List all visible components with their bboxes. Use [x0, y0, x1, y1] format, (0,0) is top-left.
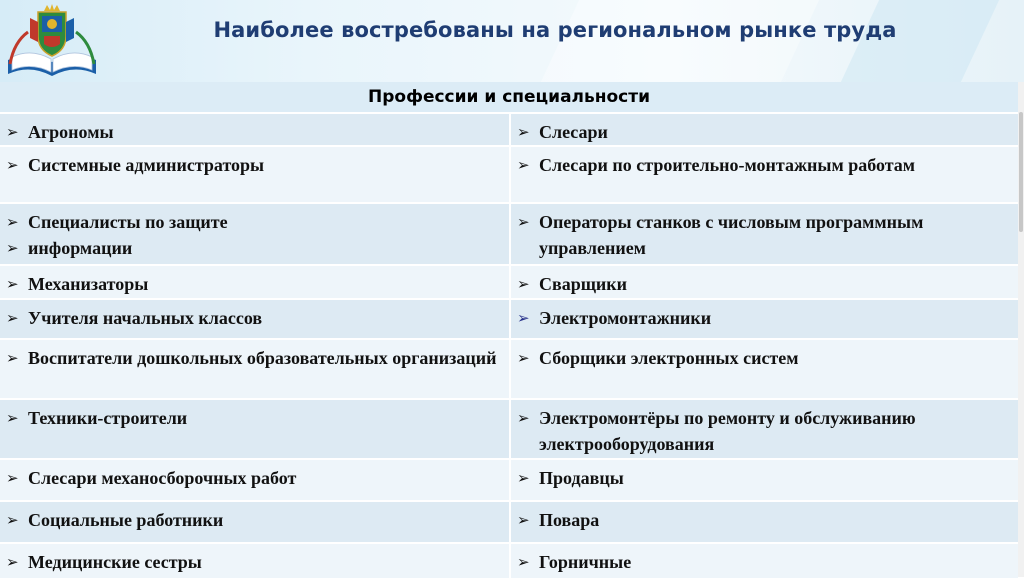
arrowhead-bullet-icon: ➢: [6, 156, 19, 174]
professions-table: [0, 82, 1018, 580]
table-cell-right: [510, 501, 1018, 543]
arrowhead-bullet-icon: ➢: [517, 123, 530, 141]
table-row: [0, 146, 1018, 203]
table-cell-left: [0, 501, 510, 543]
list-item: [6, 465, 505, 491]
list-item: [517, 119, 1014, 145]
arrowhead-bullet-icon: ➢: [517, 275, 530, 293]
profession-label: информации: [28, 238, 133, 258]
arrowhead-bullet-icon: ➢: [6, 553, 19, 571]
profession-label: Электромонтёры по ремонту и обслуживанию электрооборудования: [539, 408, 916, 454]
arrowhead-bullet-icon: ➢: [6, 469, 19, 487]
table-row: [0, 113, 1018, 146]
arrowhead-bullet-icon: ➢: [517, 409, 530, 427]
profession-label: Учителя начальных классов: [28, 308, 263, 328]
table-row: [0, 459, 1018, 501]
coat-of-arms-book-icon: [4, 2, 100, 80]
table-cell-left: [0, 543, 510, 579]
list-item: [517, 345, 1014, 371]
table-row: [0, 339, 1018, 399]
profession-label: Горничные: [539, 552, 632, 572]
table-cell-left: [0, 299, 510, 339]
table-cell-right: [510, 265, 1018, 299]
profession-label: Продавцы: [539, 468, 624, 488]
arrowhead-bullet-icon: ➢: [517, 553, 530, 571]
profession-label: Слесари механосборочных работ: [28, 468, 297, 488]
table-cell-left: [0, 203, 510, 265]
profession-label: Социальные работники: [28, 510, 224, 530]
arrowhead-bullet-icon: ➢: [517, 309, 530, 327]
arrowhead-bullet-icon: ➢: [517, 349, 530, 367]
profession-label: Воспитатели дошкольных образовательных организаций: [28, 348, 497, 368]
table-row: [0, 399, 1018, 459]
scrollbar-thumb[interactable]: [1019, 112, 1023, 232]
table-cell-right: [510, 146, 1018, 203]
profession-label: Механизаторы: [28, 274, 149, 294]
arrowhead-bullet-icon: ➢: [517, 156, 530, 174]
table-cell-right: [510, 339, 1018, 399]
table-cell-left: [0, 265, 510, 299]
profession-label: Операторы станков с числовым программным управлением: [539, 212, 924, 258]
list-item: [517, 152, 1014, 178]
table-cell-left: [0, 339, 510, 399]
profession-label: Сварщики: [539, 274, 628, 294]
table-row: [0, 501, 1018, 543]
arrowhead-bullet-icon: ➢: [517, 511, 530, 529]
arrowhead-bullet-icon: ➢: [517, 213, 530, 231]
arrowhead-bullet-icon: ➢: [517, 469, 530, 487]
profession-label: Слесари по строительно-монтажным работам: [539, 155, 916, 175]
table-heading: Профессии и специальности: [0, 82, 1018, 113]
table-cell-left: [0, 113, 510, 146]
list-item: [6, 209, 505, 235]
table-row: [0, 203, 1018, 265]
list-item: [6, 235, 505, 261]
table-row: [0, 543, 1018, 579]
arrowhead-bullet-icon: ➢: [6, 309, 19, 327]
arrowhead-bullet-icon: ➢: [6, 239, 19, 257]
profession-label: Агрономы: [28, 122, 114, 142]
list-item: [6, 549, 505, 575]
list-item: [6, 271, 505, 297]
profession-label: Системные администраторы: [28, 155, 265, 175]
list-item: [517, 465, 1014, 491]
arrowhead-bullet-icon: ➢: [6, 213, 19, 231]
arrowhead-bullet-icon: ➢: [6, 123, 19, 141]
list-item: [517, 507, 1014, 533]
table-body: [0, 113, 1018, 579]
list-item: [517, 305, 1014, 331]
list-item: [517, 549, 1014, 575]
profession-label: Медицинские сестры: [28, 552, 202, 572]
table-cell-right: [510, 203, 1018, 265]
table-cell-left: [0, 399, 510, 459]
table-cell-right: [510, 459, 1018, 501]
arrowhead-bullet-icon: ➢: [6, 511, 19, 529]
list-item: [6, 152, 505, 178]
list-item: [517, 209, 1014, 261]
page-title: Наиболее востребованы на региональном рынке труда: [213, 18, 897, 42]
arrowhead-bullet-icon: ➢: [6, 349, 19, 367]
list-item: [6, 507, 505, 533]
table-cell-left: [0, 146, 510, 203]
profession-label: Сборщики электронных систем: [539, 348, 799, 368]
table-row: [0, 265, 1018, 299]
profession-label: Электромонтажники: [539, 308, 712, 328]
list-item: [517, 271, 1014, 297]
table-cell-right: [510, 543, 1018, 579]
table-cell-right: [510, 399, 1018, 459]
table-row: [0, 299, 1018, 339]
list-item: [6, 305, 505, 331]
profession-label: Специалисты по защите: [28, 212, 228, 232]
arrowhead-bullet-icon: ➢: [6, 275, 19, 293]
table-cell-left: [0, 459, 510, 501]
table-cell-right: [510, 299, 1018, 339]
list-item: [6, 405, 505, 431]
profession-label: Техники-строители: [28, 408, 188, 428]
table-cell-right: [510, 113, 1018, 146]
slide-header: [0, 0, 1024, 82]
list-item: [517, 405, 1014, 457]
profession-label: Слесари: [539, 122, 608, 142]
list-item: [6, 345, 505, 371]
arrowhead-bullet-icon: ➢: [6, 409, 19, 427]
list-item: [6, 119, 505, 145]
profession-label: Повара: [539, 510, 600, 530]
scrollbar[interactable]: [1018, 82, 1024, 577]
